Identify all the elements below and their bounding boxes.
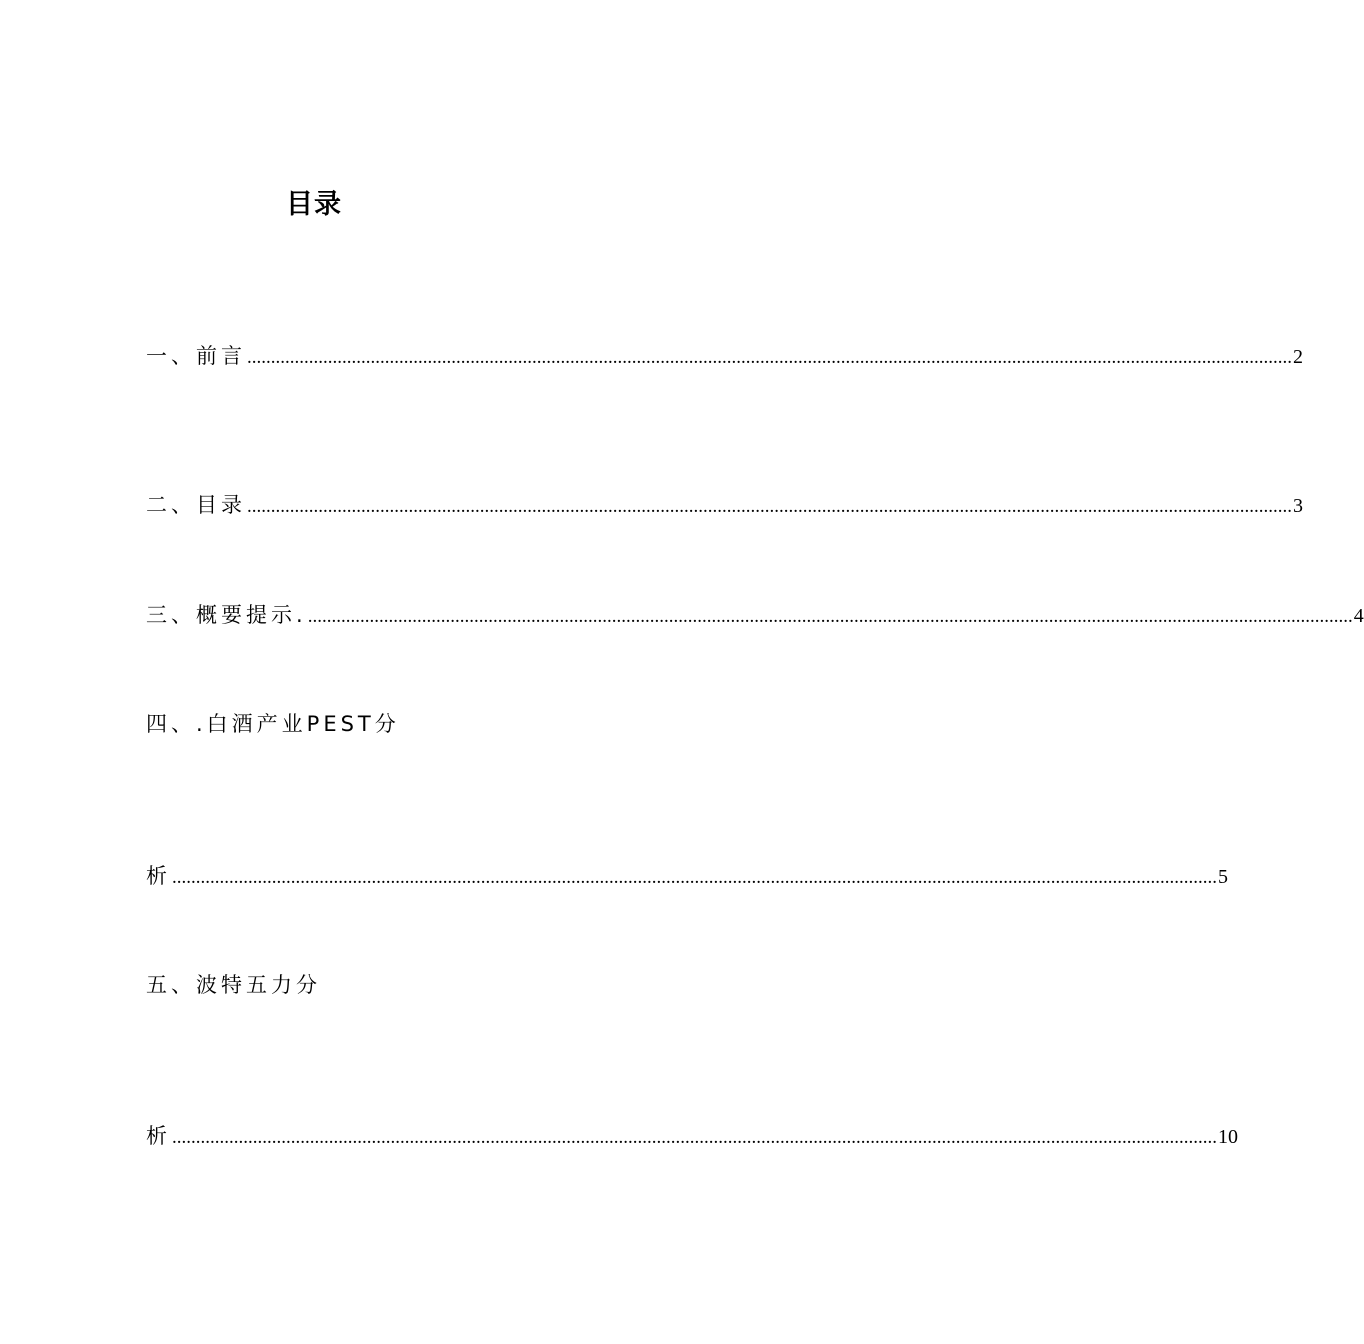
page-title: 目录 [286, 189, 342, 220]
toc-entry-pest-analysis[interactable] [146, 860, 1228, 890]
toc-entry-label: 二、目录 [146, 493, 246, 517]
toc-entry-label: 三、概要提示. [146, 603, 307, 627]
toc-entry-porter-analysis[interactable] [146, 1120, 1238, 1150]
dot-leader: ............................................................................................................................................................................................................................ [307, 606, 1353, 627]
toc-entry-label: 四、.白酒产业PEST分 [146, 712, 400, 736]
dot-leader: ............................................................................................................................................................................................................................ [247, 496, 1292, 517]
toc-entry-label: 析 [146, 864, 171, 888]
toc-entry-page: 5 [1218, 866, 1228, 888]
toc-entry-page: 2 [1293, 346, 1303, 368]
toc-entry-page: 4 [1353, 605, 1364, 627]
toc-entry-page: 3 [1293, 495, 1303, 517]
toc-entry-page: 10 [1218, 1126, 1238, 1148]
dot-leader: ............................................................................................................................................................................................................................ [172, 867, 1217, 888]
toc-entry-porter-heading[interactable] [146, 969, 321, 999]
toc-entry-contents[interactable] [146, 489, 1303, 519]
toc-entry-label: 五、波特五力分 [146, 973, 321, 997]
dot-leader: ............................................................................................................................................................................................................................ [172, 1127, 1217, 1148]
toc-entry-summary[interactable] [146, 599, 1364, 629]
toc-entry-preface[interactable] [146, 340, 1303, 370]
toc-entry-label: 一、前言 [146, 344, 246, 368]
dot-leader: ............................................................................................................................................................................................................................ [247, 347, 1292, 368]
toc-entry-pest-heading[interactable] [146, 708, 400, 738]
toc-entry-label: 析 [146, 1124, 171, 1148]
